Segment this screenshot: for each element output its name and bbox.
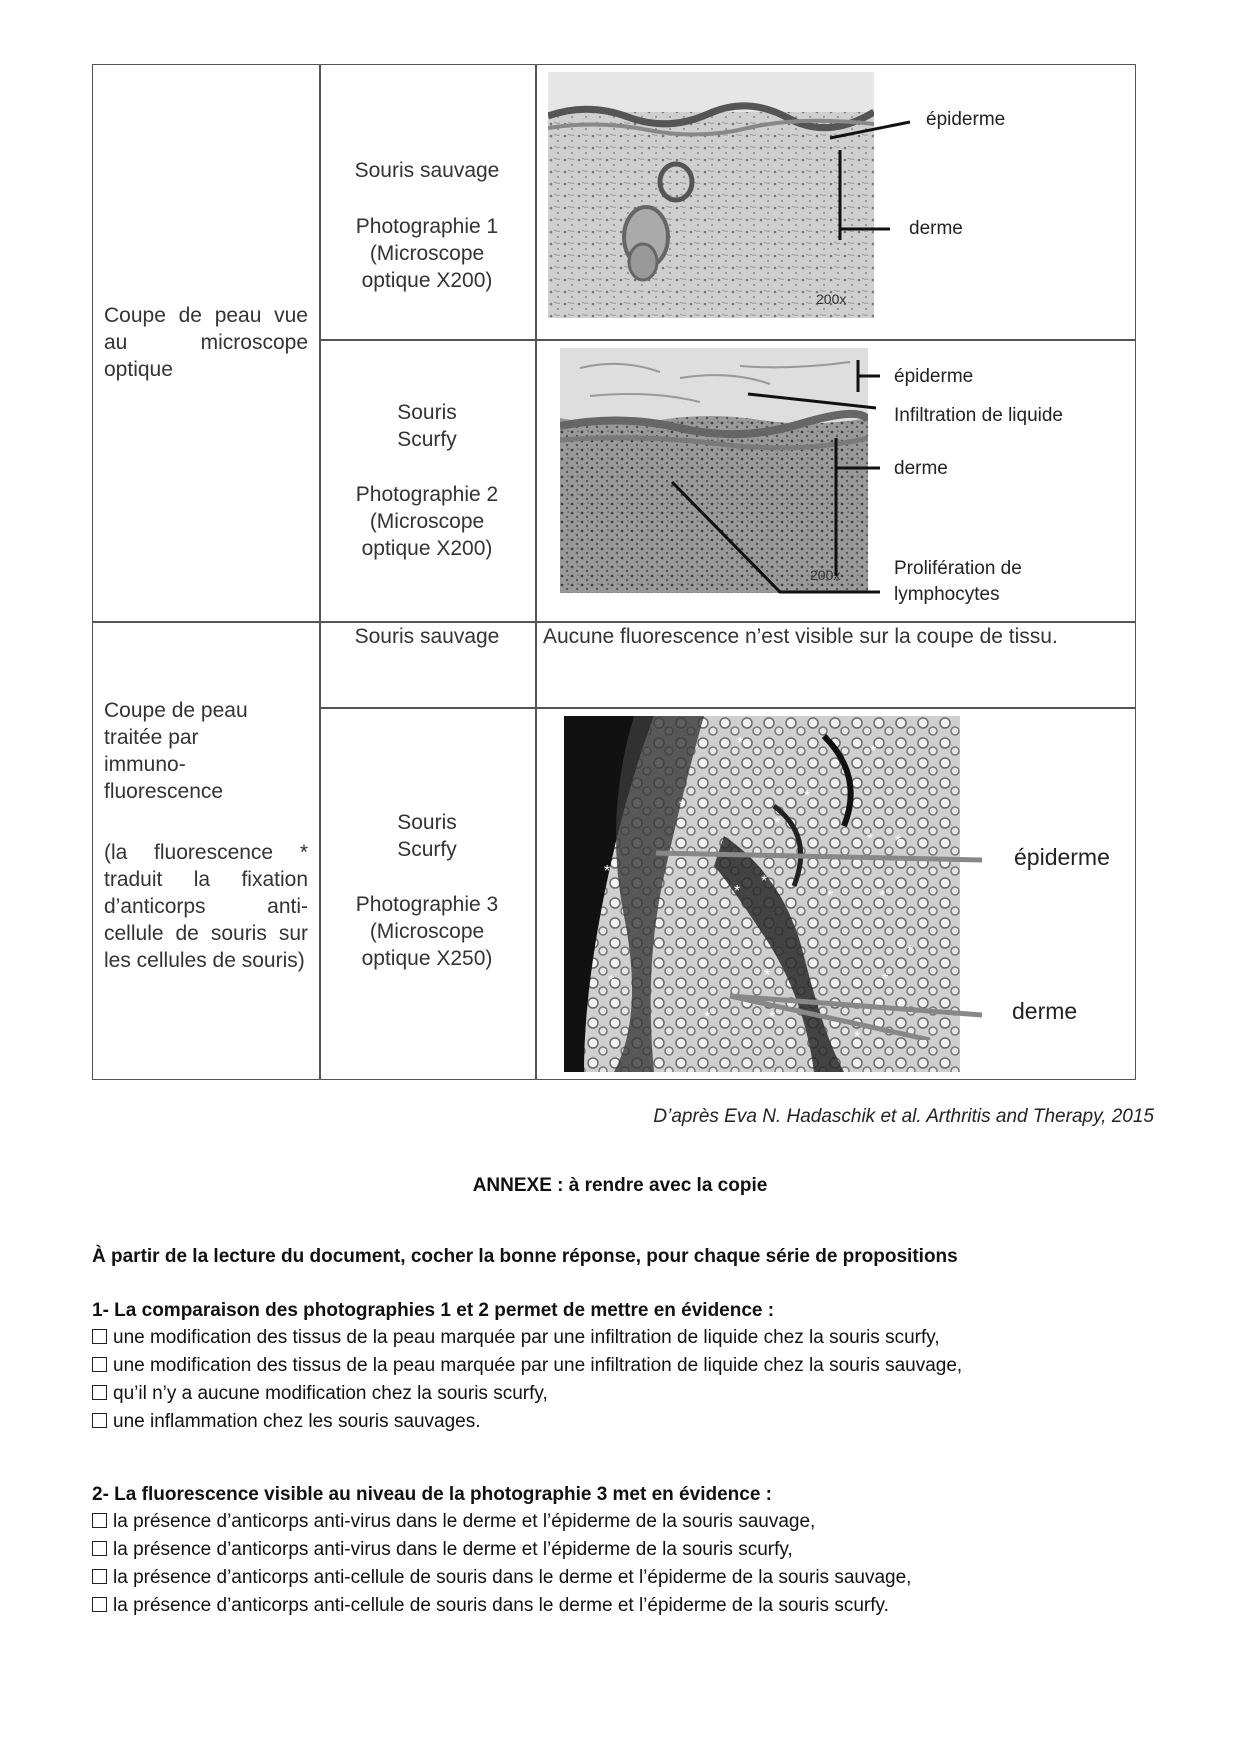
svg-text:*: *: [804, 788, 811, 805]
photo1-caption: Photographie 1 (Microscope optique X200): [355, 215, 499, 292]
wild-fluorescence-text: Aucune fluorescence n’est visible sur la coupe de tissu.: [543, 625, 1058, 648]
photo2-label-derme: derme: [894, 458, 948, 479]
photo3-caption: Photographie 3 (Microscope optique X250): [355, 893, 499, 970]
table-divider: [319, 707, 1136, 709]
photo3-pointer-lines: [600, 830, 1000, 1040]
svg-text:*: *: [679, 798, 686, 815]
wild-fluorescence-mouse: Souris sauvage: [354, 625, 500, 648]
svg-text:*: *: [864, 765, 871, 782]
svg-text:*: *: [764, 967, 771, 984]
svg-text:*: *: [769, 1009, 776, 1026]
svg-text:*: *: [867, 831, 874, 848]
question-1-option[interactable]: qu’il n’y a aucune modification chez la souris scurfy,: [92, 1383, 548, 1405]
photo1-microscopy-image: [548, 72, 874, 318]
svg-text:*: *: [907, 943, 914, 960]
svg-text:*: *: [774, 815, 781, 832]
checkbox[interactable]: [92, 1357, 107, 1372]
photo3-mouse: Souris Scurfy: [397, 811, 457, 861]
photo3-label-epiderme: épiderme: [1014, 844, 1110, 870]
photo2-label-infiltration: Infiltration de liquide: [894, 405, 1063, 426]
svg-text:*: *: [879, 888, 886, 905]
photo2-label-epiderme: épiderme: [894, 366, 974, 387]
checkbox[interactable]: [92, 1597, 107, 1612]
photo1-mouse: Souris sauvage: [354, 159, 500, 182]
photo3-label-derme: derme: [1012, 998, 1078, 1024]
svg-text:*: *: [734, 883, 741, 900]
photo2-label-proliferation: Prolifération de lymphocytes: [894, 558, 1022, 605]
question-2-option[interactable]: la présence d’anticorps anti-cellule de souris dans le derme et l’épiderme de la souris scurfy.: [92, 1595, 889, 1617]
photo2-caption: Photographie 2 (Microscope optique X200): [355, 483, 499, 560]
row2-label: Coupe de peau traitée par immuno-fluorescence: [104, 699, 248, 803]
checkbox[interactable]: [92, 1569, 107, 1584]
checkbox[interactable]: [92, 1413, 107, 1428]
photo1-label-epiderme: épiderme: [926, 109, 1006, 130]
svg-text:*: *: [870, 743, 877, 760]
svg-text:*: *: [737, 735, 744, 752]
svg-text:*: *: [854, 1029, 861, 1046]
question-1-option[interactable]: une inflammation chez les souris sauvages.: [92, 1411, 481, 1433]
question-2-title: 2- La fluorescence visible au niveau de la photographie 3 met en évidence :: [92, 1484, 772, 1505]
source-citation: D’après Eva N. Hadaschik et al. Arthritis and Therapy, 2015: [653, 1106, 1154, 1127]
question-1-option[interactable]: une modification des tissus de la peau marquée par une infiltration de liquide chez la souris sauvage,: [92, 1355, 962, 1377]
svg-text:*: *: [704, 1009, 711, 1026]
photo1-label-derme: derme: [909, 218, 963, 239]
photo1-zoom-label: 200x: [816, 291, 847, 307]
question-1-option[interactable]: une modification des tissus de la peau marquée par une infiltration de liquide chez la souris scurfy,: [92, 1327, 940, 1349]
svg-text:*: *: [827, 888, 834, 905]
photo2-mouse: Souris Scurfy: [397, 401, 457, 451]
table-divider: [535, 64, 537, 1080]
annexe-title: ANNEXE : à rendre avec la copie: [472, 1175, 768, 1196]
row2-note: (la fluorescence * traduit la fixation d’anticorps anti-cellule de souris sur les cellules de souris): [104, 841, 308, 972]
question-2-option[interactable]: la présence d’anticorps anti-virus dans le derme et l’épiderme de la souris scurfy,: [92, 1539, 793, 1561]
photo2-zoom-label: 200x: [810, 567, 841, 583]
question-2-option[interactable]: la présence d’anticorps anti-cellule de souris dans le derme et l’épiderme de la souris sauvage,: [92, 1567, 911, 1589]
question-1-title: 1- La comparaison des photographies 1 et 2 permet de mettre en évidence :: [92, 1300, 775, 1321]
checkbox[interactable]: [92, 1385, 107, 1400]
table-divider: [319, 64, 321, 1080]
checkbox[interactable]: [92, 1541, 107, 1556]
instructions: À partir de la lecture du document, cocher la bonne réponse, pour chaque série de propositions: [92, 1246, 958, 1267]
checkbox[interactable]: [92, 1329, 107, 1344]
question-2-option[interactable]: la présence d’anticorps anti-virus dans le derme et l’épiderme de la souris sauvage,: [92, 1511, 815, 1533]
svg-text:*: *: [608, 973, 615, 990]
table-divider: [319, 339, 1136, 341]
svg-text:*: *: [761, 873, 768, 890]
svg-text:*: *: [882, 971, 889, 988]
row1-label: Coupe de peau vue au microscope optique: [104, 304, 308, 381]
checkbox[interactable]: [92, 1513, 107, 1528]
photo2-pointer-lines: [660, 350, 890, 600]
svg-text:*: *: [895, 833, 902, 850]
svg-text:*: *: [604, 863, 611, 880]
